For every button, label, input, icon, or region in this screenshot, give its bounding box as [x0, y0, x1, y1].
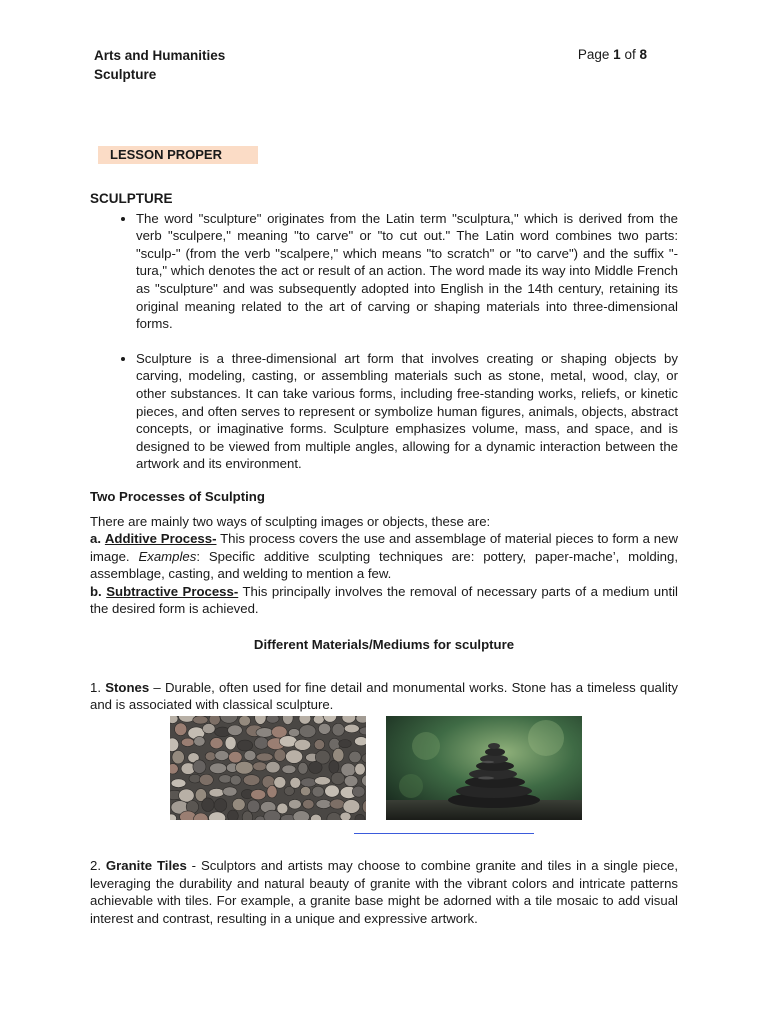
bullet-item: • Sculpture is a three-dimensional art form that involves creating or shaping objects by carving, modeling, casting, or assembling materials such as stone, metal, wood, clay, or other substances. It can take various forms, including free-standing works, reliefs, or kinetic pieces, and often serves to represent or symbolize human figures, animals, objects, abstract concepts, or imaginative forms. Sculpture emphasizes volume, mass, and space, and is designed to be viewed from multiple angles, allowing for a dynamic interaction between the artwork and its environment.: [136, 350, 678, 473]
sculpture-bullets: [90, 210, 678, 473]
main-content: [90, 190, 678, 714]
additive-process: [90, 530, 678, 583]
materials-heading: Different Materials/Mediums for sculpture: [253, 637, 515, 653]
page-current: 1: [613, 47, 621, 62]
subtractive-text: This principally involves the removal of necessary parts of a medium until the desired form is achieved.: [90, 583, 678, 617]
subtractive-term: Subtractive Process-: [106, 583, 239, 599]
lesson-proper-label: LESSON PROPER: [98, 146, 258, 164]
stones-number: 1.: [90, 679, 101, 695]
granite-number: 2.: [90, 858, 101, 873]
stones-paragraph: [90, 679, 678, 714]
stones-term: Stones: [105, 679, 150, 695]
bullet-item: • The word "sculpture" originates from the Latin term "sculptura," which is derived from the verb "sculpere," meaning "to carve" or "to cut out." The Latin word combines two parts: "sculp-" (from the verb "scalpere," which means "to scratch" or "to carve") and the suffix "-tura," which denotes the act or result of an action. The word made its way into Middle French as "sculpture" and was subsequently adopted into English in the 14th century, retaining its original meaning related to the art of carving or shaping materials into three-dimensional forms.: [136, 210, 678, 333]
additive-prefix: a.: [90, 531, 101, 547]
page-of: of: [624, 47, 636, 62]
additive-text: This process covers the use and assemblage of material pieces to form a new image.: [90, 531, 678, 564]
sculpture-heading: SCULPTURE: [90, 191, 173, 206]
granite-paragraph: [90, 857, 678, 927]
stones-text: – Durable, often used for fine detail and monumental works. Stone has a timeless quality and is associated with classical sculpture.: [90, 679, 678, 713]
pebbles-image: [170, 716, 366, 820]
topic-title: Sculpture: [94, 67, 157, 82]
stacked-stones-image: [386, 716, 582, 820]
subtractive-prefix: b.: [90, 583, 102, 599]
stone-images: [170, 716, 582, 820]
page-total: 8: [639, 47, 647, 62]
header-left: [94, 46, 225, 84]
processes-intro: There are mainly two ways of sculpting images or objects, these are:: [90, 513, 491, 529]
granite-text: - Sculptors and artists may choose to combine granite and tiles in a single piece, leveraging the durability and natural beauty of granite with the vibrant colors and intricate patterns achievable with tiles. For example, a granite base might be adorned with a tile mosaic to add visual interest and contrast, resulting in a unique and expressive artwork.: [90, 858, 678, 926]
page-label: Page: [577, 47, 610, 62]
examples-label: Examples: [138, 548, 197, 564]
processes-heading: Two Processes of Sculpting: [90, 488, 265, 504]
additive-term: Additive Process-: [104, 531, 217, 547]
subject-title: Arts and Humanities: [94, 48, 226, 63]
examples-text: : Specific additive sculpting techniques are: pottery, paper-mache’, molding, assemblage, casting, and welding to mention a few.: [90, 548, 678, 582]
page-indicator: [578, 47, 647, 62]
image-source-link-line[interactable]: [354, 833, 534, 834]
subtractive-process: [90, 583, 678, 618]
granite-term: Granite Tiles: [105, 858, 187, 873]
